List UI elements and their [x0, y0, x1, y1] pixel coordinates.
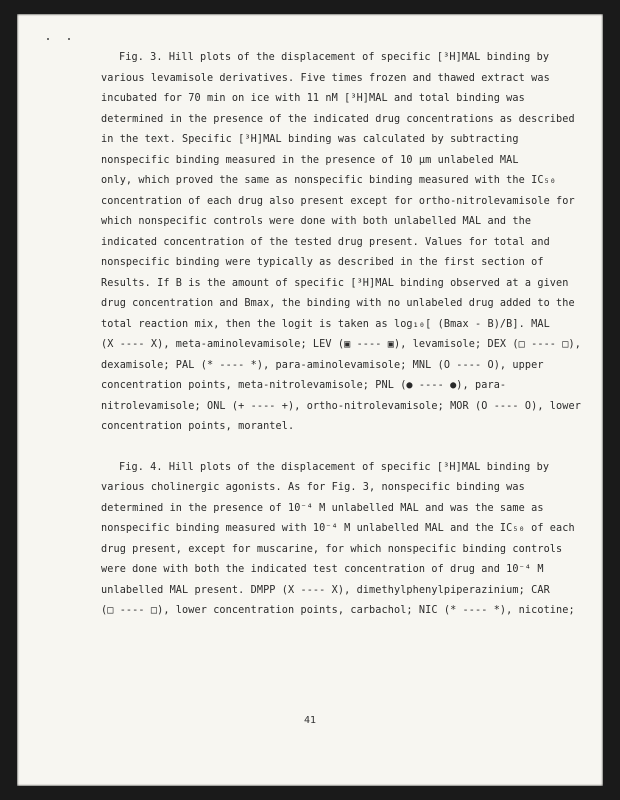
text-line: Results. If B is the amount of specific [³H]MAL binding observed at a given	[101, 277, 569, 289]
speck-mark	[68, 38, 70, 40]
fig3-caption	[101, 48, 581, 438]
page-number: 41	[303, 715, 317, 726]
text-line: concentration points, meta-nitrolevamisole; PNL (● ---- ●), para-	[101, 380, 507, 391]
text-line: incubated for 70 min on ice with 11 nM [³H]MAL and total binding was	[101, 93, 525, 104]
text-line: nitrolevamisole; ONL (+ ---- +), ortho-nitrolevamisole; MOR (O ---- O), lower	[101, 400, 581, 412]
text-line: which nonspecific controls were done with both unlabelled MAL and the	[101, 216, 532, 227]
text-line: drug present, except for muscarine, for which nonspecific binding controls	[101, 543, 563, 555]
paragraph-gap	[101, 438, 563, 458]
text-line: were done with both the indicated test concentration of drug and 10⁻⁴ M	[101, 564, 544, 575]
text-line: (X ---- X), meta-aminolevamisole; LEV (▣ ---- ▣), levamisole; DEX (□ ---- □),	[101, 339, 581, 350]
text-line: various levamisole derivatives. Five times frozen and thawed extract was	[101, 72, 550, 84]
text-line: unlabelled MAL present. DMPP (X ---- X), dimethylphenylpiperazinium; CAR	[101, 584, 550, 596]
text-line: indicated concentration of the tested drug present. Values for total and	[101, 236, 550, 248]
text-line: total reaction mix, then the logit is taken as log₁₀[ (Bmax - B)/B]. MAL	[101, 318, 550, 330]
text-line: determined in the presence of the indicated drug concentrations as described	[101, 113, 575, 125]
text-line: nonspecific binding measured with 10⁻⁴ M unlabelled MAL and the IC₅₀ of each	[101, 523, 575, 534]
text-line: dexamisole; PAL (* ---- *), para-aminolevamisole; MNL (O ---- O), upper	[101, 359, 544, 371]
text-line: concentration points, morantel.	[101, 421, 295, 432]
speck-mark	[47, 38, 49, 40]
text-line: various cholinergic agonists. As for Fig. 3, nonspecific binding was	[101, 482, 525, 493]
text-line: in the text. Specific [³H]MAL binding was calculated by subtracting	[101, 134, 519, 145]
text-line: (□ ---- □), lower concentration points, carbachol; NIC (* ---- *), nicotine;	[101, 605, 575, 616]
body-text	[101, 48, 581, 622]
text-line: Fig. 4. Hill plots of the displacement of specific [³H]MAL binding by	[119, 461, 550, 473]
text-line: drug concentration and Bmax, the binding with no unlabeled drug added to the	[101, 298, 575, 309]
text-line: nonspecific binding measured in the presence of 10 μm unlabeled MAL	[101, 154, 519, 166]
text-line: nonspecific binding were typically as described in the first section of	[101, 257, 544, 268]
text-line: Fig. 3. Hill plots of the displacement of specific [³H]MAL binding by	[119, 52, 550, 63]
text-line: only, which proved the same as nonspecific binding measured with the IC₅₀	[101, 175, 557, 186]
text-line: concentration of each drug also present except for ortho-nitrolevamisole for	[101, 195, 575, 207]
document-page	[17, 14, 603, 786]
fig4-caption	[101, 458, 575, 622]
text-line: determined in the presence of 10⁻⁴ M unlabelled MAL and was the same as	[101, 502, 544, 514]
